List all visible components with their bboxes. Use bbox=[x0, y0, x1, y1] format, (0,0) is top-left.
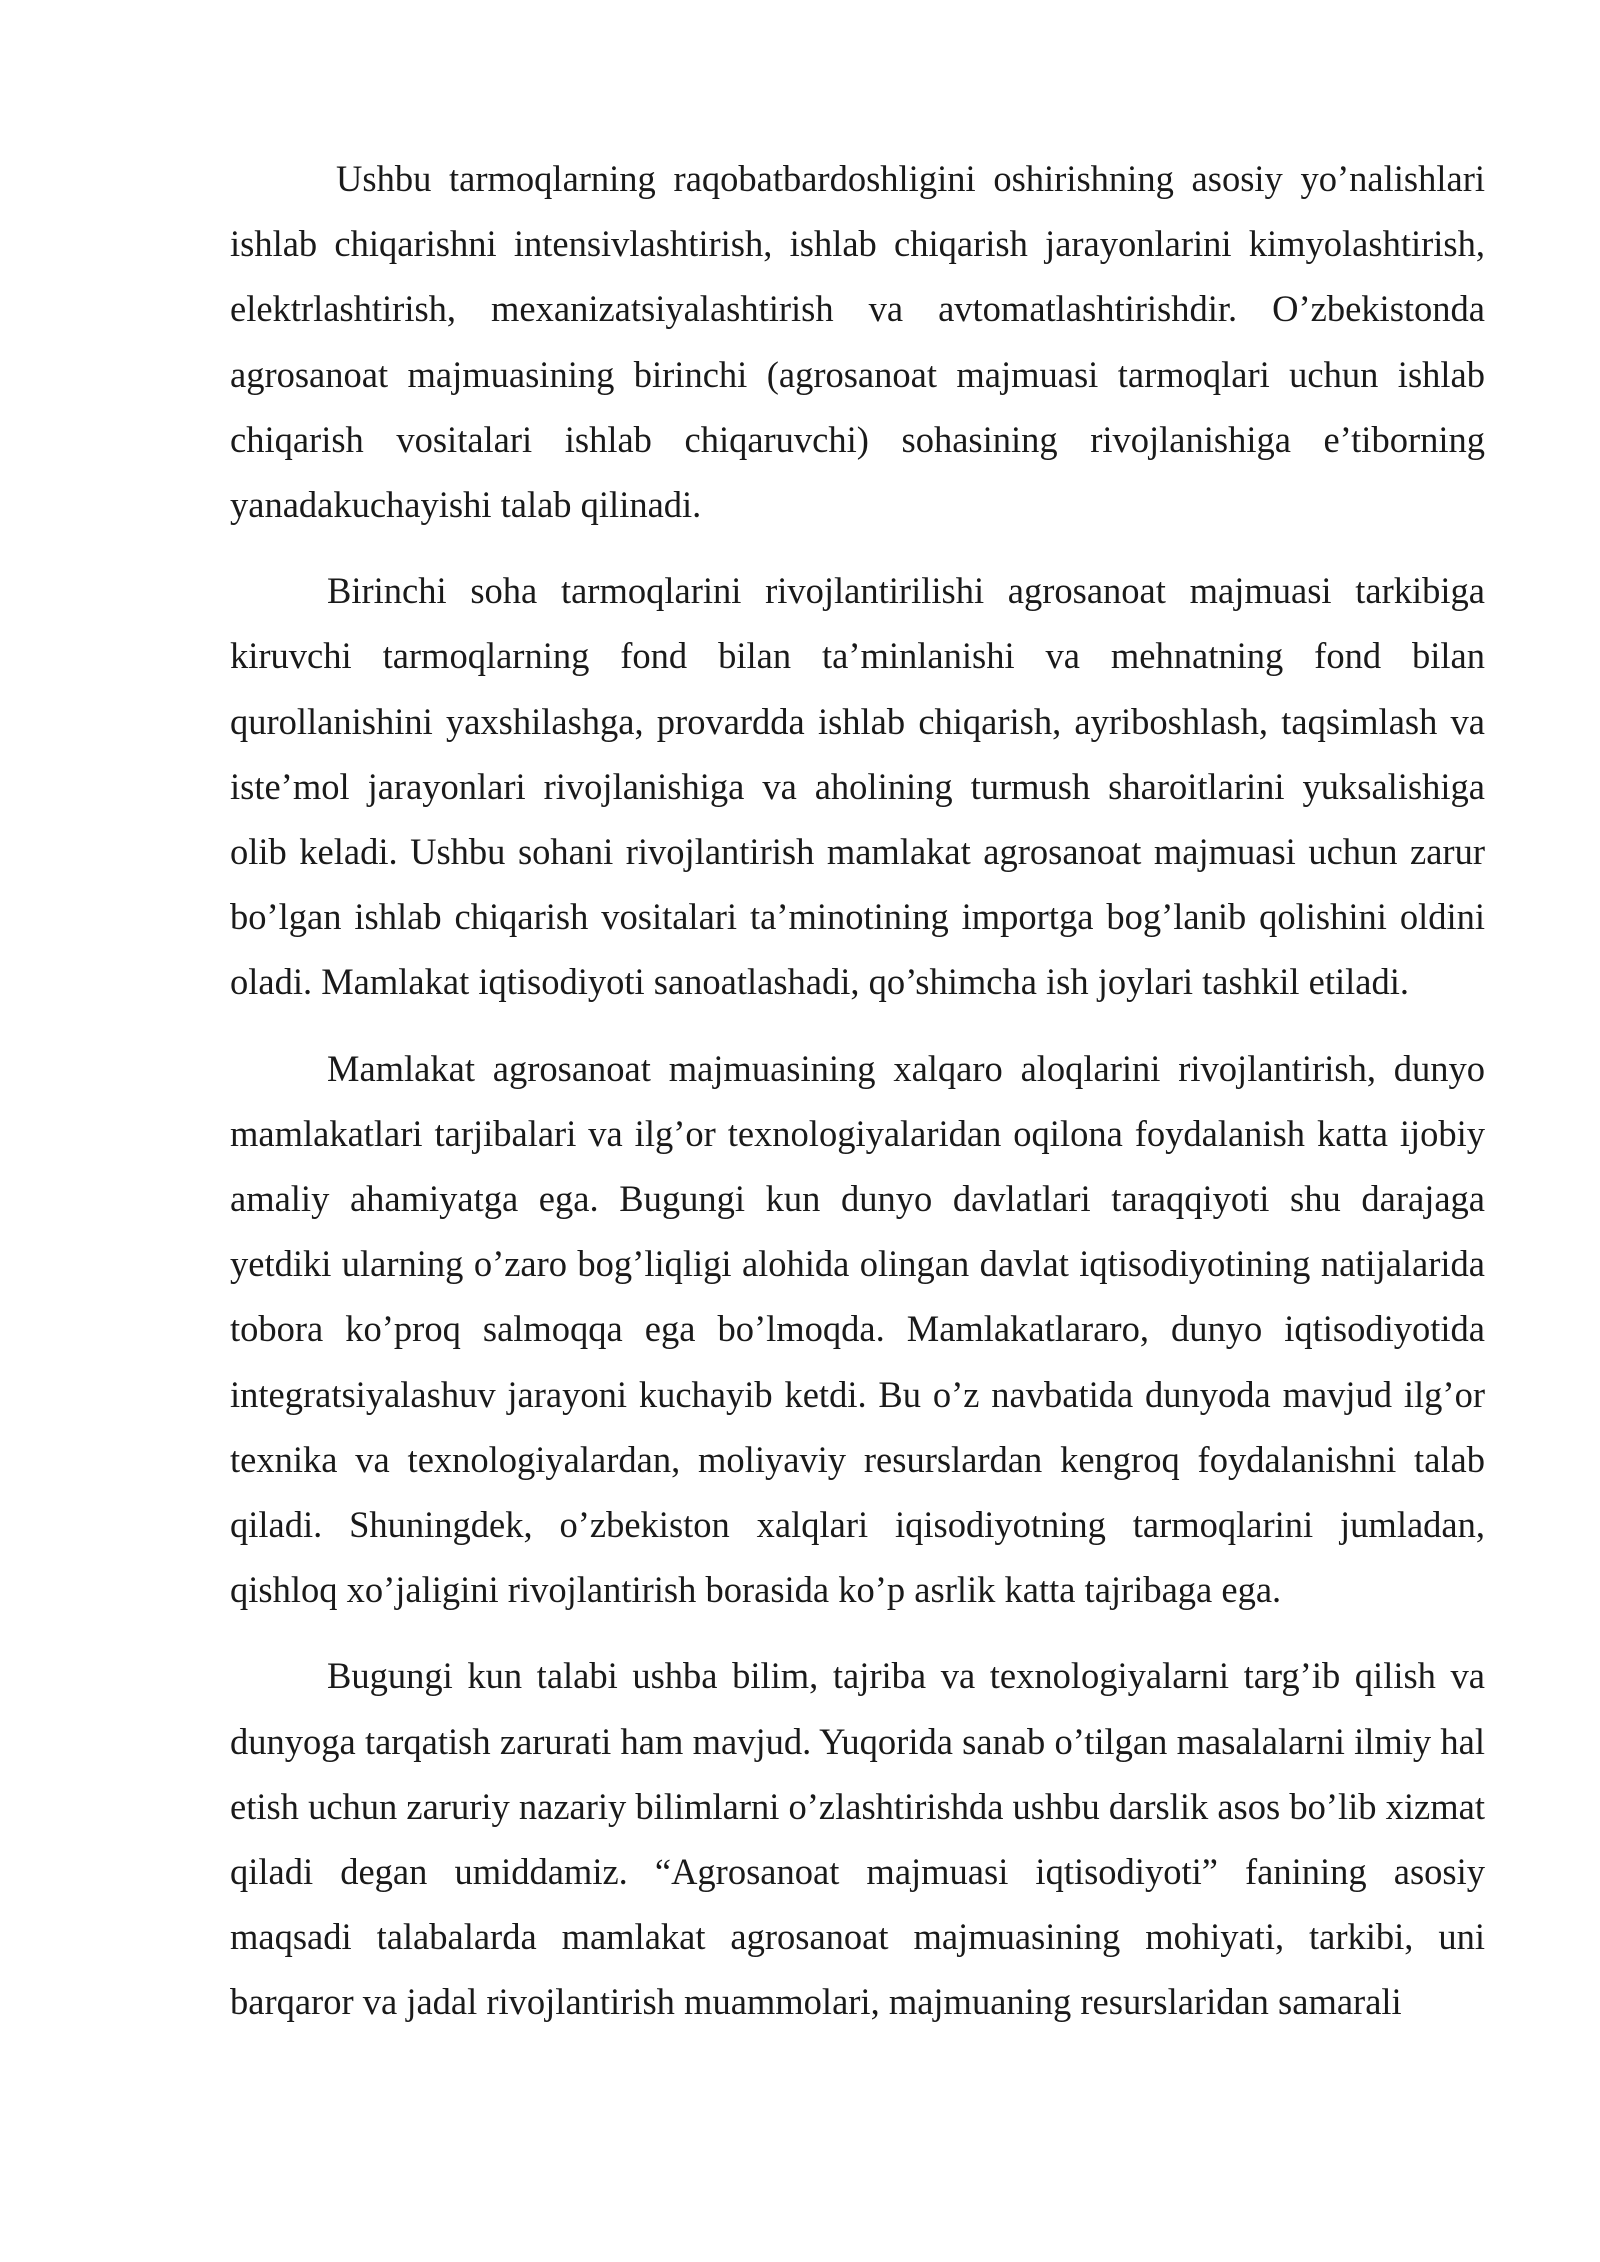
document-body bbox=[230, 146, 1485, 2056]
paragraph-2: Birinchi soha tarmoqlarini rivojlantirilishi agrosanoat majmuasi tarkibiga kiruvchi tarmoqlarning fond bilan ta’minlanishi va mehnatning fond bilan qurollanishini yaxshilashga, provardda ishlab chiqarish, ayriboshlash, taqsimlash va iste’mol jarayonlari rivojlanishiga va aholining turmush sharoitlarini yuksalishiga olib keladi. Ushbu sohani rivojlantirish mamlakat agrosanoat majmuasi uchun zarur bo’lgan ishlab chiqarish vositalari ta’minotining importga bog’lanib qolishini oldini oladi. Mamlakat iqtisodiyoti sanoatlashadi, qo’shimcha ish joylari tashkil etiladi. bbox=[230, 570, 1485, 1003]
paragraph-3: Mamlakat agrosanoat majmuasining xalqaro aloqlarini rivojlantirish, dunyo mamlakatlari tarjibalari va ilg’or texnologiyalaridan oqilona foydalanish katta ijobiy amaliy ahamiyatga ega. Bugungi kun dunyo davlatlari taraqqiyoti shu darajaga yetdiki ularning o’zaro bog’liqligi alohida olingan davlat iqtisodiyotining natijalarida tobora ko’proq salmoqqa ega bo’lmoqda. Mamlakatlararo, dunyo iqtisodiyotida integratsiyalashuv jarayoni kuchayib ketdi. Bu o’z navbatida dunyoda mavjud ilg’or texnika va texnologiyalardan, moliyaviy resurslardan kengroq foydalanishni talab qiladi. Shuningdek, o’zbekiston xalqlari iqisodiyotning tarmoqlarini jumladan, qishloq xo’jaligini rivojlantirish borasida ko’p asrlik katta tajribaga ega. bbox=[230, 1047, 1485, 1611]
paragraph-1: Ushbu tarmoqlarning raqobatbardoshligini oshirishning asosiy yo’nalishlari ishlab chiqarishni intensivlashtirish, ishlab chiqarish jarayonlarini kimyolashtirish, elektrlashtirish, mexanizatsiyalashtirish va avtomatlashtirishdir. O’zbekistonda agrosanoat majmuasining birinchi (agrosanoat majmuasi tarmoqlari uchun ishlab chiqarish vositalari ishlab chiqaruvchi) sohasining rivojlanishiga e’tiborning yanadakuchayishi talab qilinadi. bbox=[230, 158, 1485, 526]
paragraph-4: Bugungi kun talabi ushba bilim, tajriba va texnologiyalarni targ’ib qilish va dunyoga tarqatish zarurati ham mavjud. Yuqorida sanab o’tilgan masalalarni ilmiy hal etish uchun zaruriy nazariy bilimlarni o’zlashtirishda ushbu darslik asos bo’lib xizmat qiladi degan umiddamiz. “Agrosanoat majmuasi iqtisodiyoti” fanining asosiy maqsadi talabalarda mamlakat agrosanoat majmuasining mohiyati, tarkibi, uni barqaror va jadal rivojlantirish muammolari, majmuaning resurslaridan samarali bbox=[230, 1655, 1485, 2023]
